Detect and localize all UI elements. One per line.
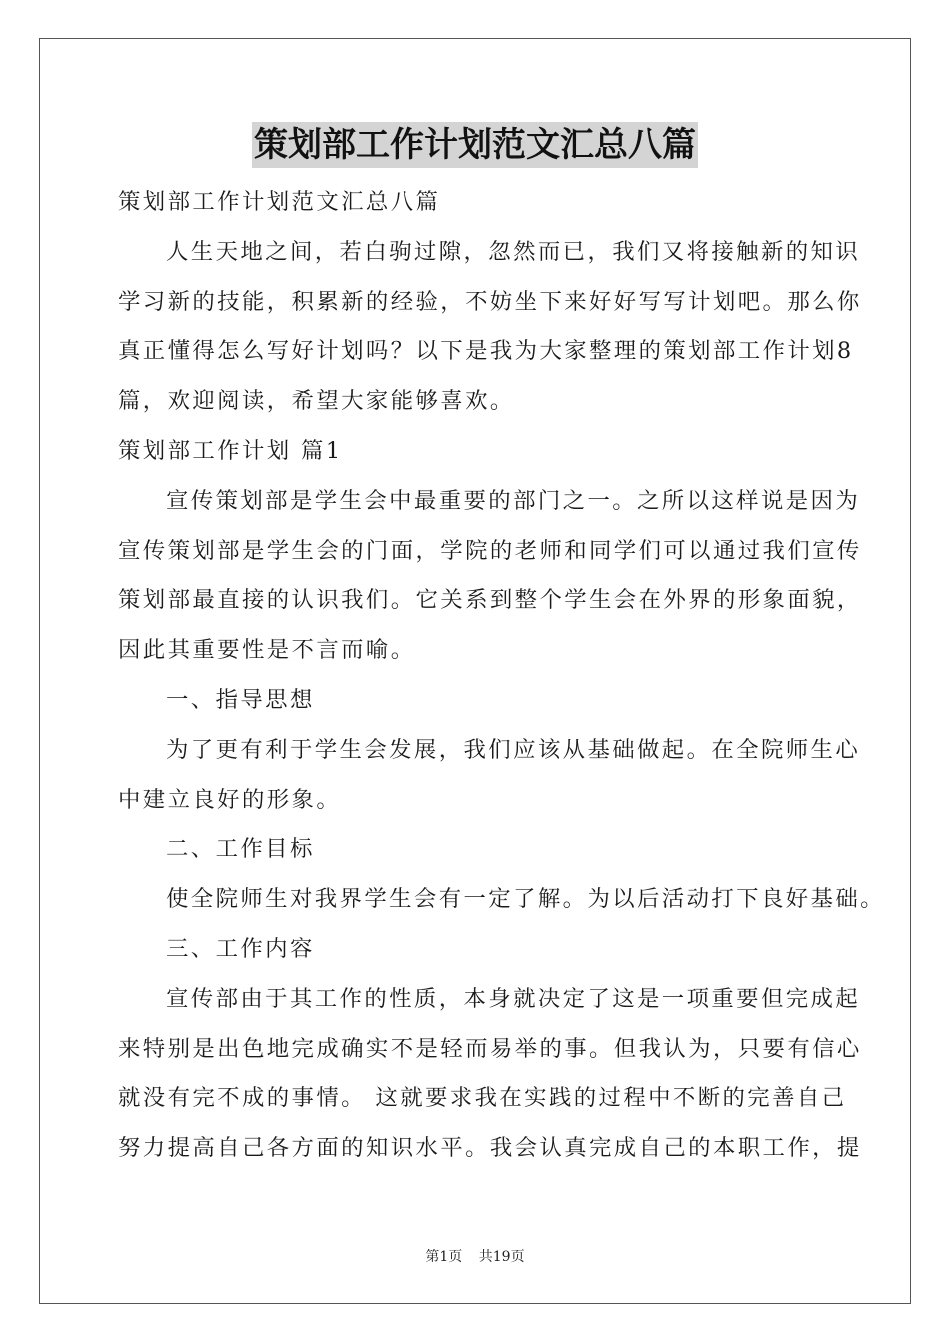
text-line: 策划部工作计划 篇1 <box>118 437 343 464</box>
document-title: 策划部工作计划范文汇总八篇 <box>252 122 698 168</box>
text-line: 宣传部由于其工作的性质，本身就决定了这是一项重要但完成起 <box>166 985 861 1012</box>
text-line: 就没有完不成的事情。 这就要求我在实践的过程中不断的完善自己 <box>118 1085 847 1112</box>
text-line: 三、工作内容 <box>166 935 315 962</box>
text-line: 宣传策划部是学生会的门面，学院的老师和同学们可以通过我们宣传 <box>118 537 862 564</box>
page-footer <box>0 1246 950 1266</box>
title-wrap <box>0 122 950 168</box>
text-line: 二、工作目标 <box>166 836 315 863</box>
page-number: 第1页 <box>425 1249 463 1265</box>
text-line: 真正懂得怎么写好计划吗？以下是我为大家整理的策划部工作计划8 <box>118 338 854 365</box>
text-line: 一、指导思想 <box>166 686 315 713</box>
text-line: 努力提高自己各方面的知识水平。我会认真完成自己的本职工作，提 <box>118 1135 862 1162</box>
text-line: 策划部工作计划范文汇总八篇 <box>118 189 441 215</box>
document-body <box>118 178 885 1174</box>
text-line: 为了更有利于学生会发展，我们应该从基础做起。在全院师生心 <box>166 736 861 763</box>
text-line: 中建立良好的形象。 <box>118 786 342 813</box>
text-line: 学习新的技能，积累新的经验，不妨坐下来好好写写计划吧。那么你 <box>118 288 862 315</box>
page-total: 共19页 <box>478 1249 525 1265</box>
text-line: 宣传策划部是学生会中最重要的部门之一。之所以这样说是因为 <box>166 487 861 514</box>
text-line: 策划部最直接的认识我们。它关系到整个学生会在外界的形象面貌， <box>118 587 862 614</box>
text-line: 因此其重要性是不言而喻。 <box>118 637 416 664</box>
text-line: 来特别是出色地完成确实不是轻而易举的事。但我认为，只要有信心 <box>118 1035 862 1062</box>
text-line: 人生天地之间，若白驹过隙，忽然而已，我们又将接触新的知识 <box>166 238 861 265</box>
text-line: 使全院师生对我界学生会有一定了解。为以后活动打下良好基础。 <box>166 886 885 913</box>
text-line: 篇，欢迎阅读，希望大家能够喜欢。 <box>118 388 515 415</box>
